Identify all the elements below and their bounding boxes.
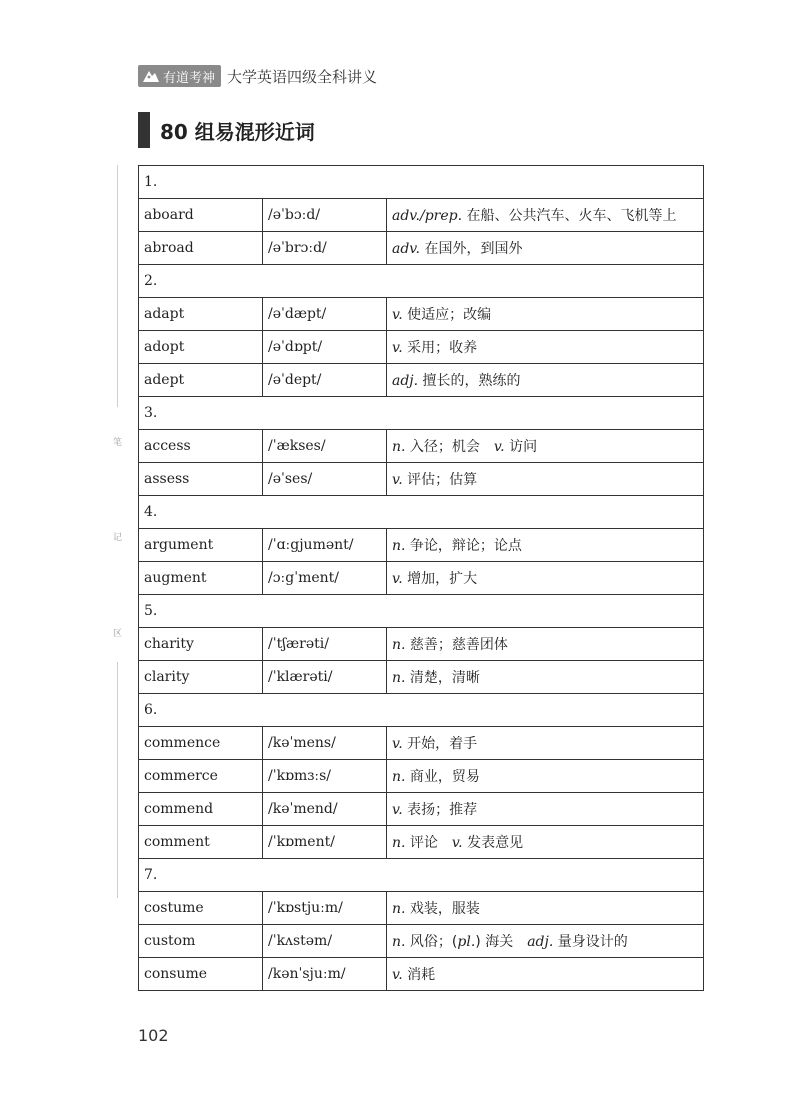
margin-note-char: 记 bbox=[113, 533, 123, 543]
word-row bbox=[139, 232, 704, 265]
word-row bbox=[139, 628, 704, 661]
meaning-cell bbox=[387, 760, 704, 793]
word-cell: charity bbox=[139, 628, 263, 661]
meaning-cell bbox=[387, 430, 704, 463]
part-of-speech: v. bbox=[451, 835, 463, 851]
word-row bbox=[139, 364, 704, 397]
word-cell: assess bbox=[139, 463, 263, 496]
phonetic-cell: /kəˈmens/ bbox=[263, 727, 387, 760]
margin-note-char: 区 bbox=[113, 629, 123, 639]
margin-divider bbox=[117, 662, 118, 898]
phonetic-cell: /əˈses/ bbox=[263, 463, 387, 496]
definition-text: 在船、公共汽车、火车、飞机等上 bbox=[462, 208, 677, 224]
meaning-cell bbox=[387, 892, 704, 925]
part-of-speech: n. bbox=[392, 934, 406, 950]
group-header-row bbox=[139, 595, 704, 628]
definition-text: 增加，扩大 bbox=[402, 571, 478, 587]
part-of-speech: v. bbox=[392, 571, 403, 587]
part-of-speech: v. bbox=[493, 439, 505, 455]
phonetic-cell: /ˈɑːgjumənt/ bbox=[263, 529, 387, 562]
word-cell: adapt bbox=[139, 298, 263, 331]
brand-logo bbox=[138, 65, 221, 87]
definition-text: 争论，辩论；论点 bbox=[405, 538, 522, 554]
definition-text: 消耗 bbox=[402, 967, 436, 983]
logo-text: 有道考神 bbox=[163, 70, 216, 86]
word-row bbox=[139, 925, 704, 958]
group-header-row bbox=[139, 166, 704, 199]
phonetic-cell: /əˈdɒpt/ bbox=[263, 331, 387, 364]
part-of-speech: adj. bbox=[392, 373, 419, 389]
part-of-speech: v. bbox=[392, 967, 403, 983]
vocabulary-table-body bbox=[139, 166, 704, 991]
meaning-cell bbox=[387, 298, 704, 331]
part-of-speech: v. bbox=[392, 736, 403, 752]
part-of-speech: v. bbox=[392, 307, 403, 323]
phonetic-cell: /ˈkɒment/ bbox=[263, 826, 387, 859]
word-cell: adept bbox=[139, 364, 263, 397]
part-of-speech: n. bbox=[392, 538, 406, 554]
part-of-speech: v. bbox=[392, 802, 403, 818]
meaning-cell bbox=[387, 199, 704, 232]
part-of-speech: n. bbox=[392, 769, 406, 785]
book-title: 大学英语四级全科讲义 bbox=[227, 67, 378, 86]
meaning-cell bbox=[387, 628, 704, 661]
definition-text: 访问 bbox=[504, 439, 538, 455]
group-header-row bbox=[139, 496, 704, 529]
definition-text: 采用；收养 bbox=[402, 340, 478, 356]
phonetic-cell: /ˈkʌstəm/ bbox=[263, 925, 387, 958]
definition-text: 商业，贸易 bbox=[405, 769, 480, 785]
group-number: 7. bbox=[139, 859, 704, 892]
word-row bbox=[139, 793, 704, 826]
part-of-speech: n. bbox=[392, 670, 406, 686]
definition-text: 量身设计的 bbox=[553, 934, 628, 950]
definition-text: 评论 bbox=[405, 835, 452, 851]
meaning-cell bbox=[387, 364, 704, 397]
phonetic-cell: /ˈtʃærəti/ bbox=[263, 628, 387, 661]
word-cell: argument bbox=[139, 529, 263, 562]
word-row bbox=[139, 331, 704, 364]
vocabulary-table bbox=[138, 165, 704, 991]
phonetic-cell: /ˈkɒmɜːs/ bbox=[263, 760, 387, 793]
word-row bbox=[139, 826, 704, 859]
part-of-speech: v. bbox=[392, 472, 403, 488]
word-cell: costume bbox=[139, 892, 263, 925]
word-cell: adopt bbox=[139, 331, 263, 364]
meaning-cell bbox=[387, 331, 704, 364]
definition-text: 戏装，服装 bbox=[405, 901, 480, 917]
phonetic-cell: /əˈbrɔːd/ bbox=[263, 232, 387, 265]
part-of-speech: n. bbox=[392, 835, 406, 851]
meaning-cell bbox=[387, 232, 704, 265]
meaning-cell bbox=[387, 463, 704, 496]
heading-marker bbox=[138, 112, 150, 148]
word-cell: commerce bbox=[139, 760, 263, 793]
meaning-cell bbox=[387, 529, 704, 562]
definition-text: 慈善；慈善团体 bbox=[405, 637, 508, 653]
group-number: 2. bbox=[139, 265, 704, 298]
word-cell: clarity bbox=[139, 661, 263, 694]
word-row bbox=[139, 760, 704, 793]
definition-text: 使适应；改编 bbox=[402, 307, 492, 323]
phonetic-cell: /ˈækses/ bbox=[263, 430, 387, 463]
word-row bbox=[139, 727, 704, 760]
word-row bbox=[139, 958, 704, 991]
word-cell: abroad bbox=[139, 232, 263, 265]
part-of-speech: n. bbox=[392, 439, 406, 455]
word-row bbox=[139, 199, 704, 232]
definition-text: 发表意见 bbox=[462, 835, 524, 851]
word-cell: access bbox=[139, 430, 263, 463]
part-of-speech: adv. bbox=[392, 241, 421, 257]
phonetic-cell: /kənˈsjuːm/ bbox=[263, 958, 387, 991]
definition-text: 在国外，到国外 bbox=[420, 241, 523, 257]
word-cell: augment bbox=[139, 562, 263, 595]
group-header-row bbox=[139, 694, 704, 727]
page-header bbox=[138, 64, 377, 88]
part-of-speech: adj. bbox=[527, 934, 554, 950]
part-of-speech: adv./prep. bbox=[392, 208, 463, 224]
margin-divider bbox=[117, 165, 118, 407]
meaning-cell bbox=[387, 826, 704, 859]
word-row bbox=[139, 298, 704, 331]
phonetic-cell: /əˈbɔːd/ bbox=[263, 199, 387, 232]
meaning-cell bbox=[387, 562, 704, 595]
group-header-row bbox=[139, 265, 704, 298]
group-number: 4. bbox=[139, 496, 704, 529]
definition-text: 风俗；( bbox=[405, 934, 458, 950]
word-row bbox=[139, 430, 704, 463]
section-heading bbox=[138, 112, 315, 148]
word-row bbox=[139, 892, 704, 925]
definition-text: 清楚，清晰 bbox=[405, 670, 480, 686]
word-row bbox=[139, 562, 704, 595]
definition-text: 开始，着手 bbox=[402, 736, 478, 752]
phonetic-cell: /ˈkɒstjuːm/ bbox=[263, 892, 387, 925]
word-cell: commend bbox=[139, 793, 263, 826]
meaning-cell bbox=[387, 661, 704, 694]
word-row bbox=[139, 661, 704, 694]
definition-text: 入径；机会 bbox=[405, 439, 494, 455]
meaning-cell bbox=[387, 793, 704, 826]
phonetic-cell: /əˈdept/ bbox=[263, 364, 387, 397]
group-header-row bbox=[139, 397, 704, 430]
group-number: 1. bbox=[139, 166, 704, 199]
meaning-cell bbox=[387, 727, 704, 760]
part-of-speech: v. bbox=[392, 340, 403, 356]
phonetic-cell: /ɔːgˈment/ bbox=[263, 562, 387, 595]
group-number: 6. bbox=[139, 694, 704, 727]
word-cell: aboard bbox=[139, 199, 263, 232]
group-number: 5. bbox=[139, 595, 704, 628]
word-cell: comment bbox=[139, 826, 263, 859]
part-of-speech: n. bbox=[392, 637, 406, 653]
definition-text: ) 海关 bbox=[475, 934, 528, 950]
part-of-speech: pl. bbox=[457, 934, 476, 950]
word-row bbox=[139, 529, 704, 562]
meaning-cell bbox=[387, 958, 704, 991]
meaning-cell bbox=[387, 925, 704, 958]
word-cell: consume bbox=[139, 958, 263, 991]
group-header-row bbox=[139, 859, 704, 892]
page-number: 102 bbox=[138, 1026, 169, 1045]
phonetic-cell: /əˈdæpt/ bbox=[263, 298, 387, 331]
definition-text: 表扬；推荐 bbox=[402, 802, 478, 818]
owl-logo-icon bbox=[142, 68, 160, 84]
word-cell: commence bbox=[139, 727, 263, 760]
word-row bbox=[139, 463, 704, 496]
word-cell: custom bbox=[139, 925, 263, 958]
group-number: 3. bbox=[139, 397, 704, 430]
section-title: 80 组易混形近词 bbox=[160, 119, 315, 144]
definition-text: 擅长的，熟练的 bbox=[418, 373, 521, 389]
margin-note-char: 笔 bbox=[113, 438, 123, 448]
definition-text: 评估；估算 bbox=[402, 472, 478, 488]
part-of-speech: n. bbox=[392, 901, 406, 917]
phonetic-cell: /ˈklærəti/ bbox=[263, 661, 387, 694]
phonetic-cell: /kəˈmend/ bbox=[263, 793, 387, 826]
